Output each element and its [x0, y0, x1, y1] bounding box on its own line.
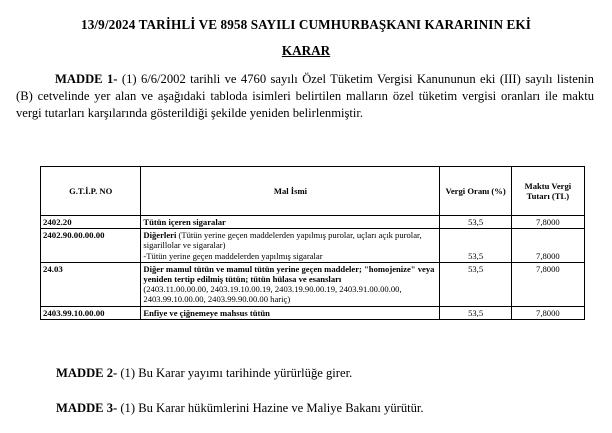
row-vergi-orani: 53,5 — [440, 262, 511, 306]
row-gtip: 2402.20 — [41, 216, 141, 229]
row-name-bold: Diğer mamul tütün ve mamul tütün yerine geçen maddeler; "homojenize" veya yeniden tertip edilmiş tütün; tütün hülasa ve esansları — [143, 263, 435, 285]
row-vergi-orani: 53,5 — [440, 216, 511, 229]
table-row — [41, 229, 585, 263]
row-mal-ismi — [141, 306, 440, 319]
header-gtip: G.T.İ.P. NO — [41, 167, 141, 216]
madde-2-text: (1) Bu Karar yayımı tarihinde yürürlüğe girer. — [117, 366, 353, 380]
tax-rate-table — [40, 166, 585, 320]
table-row — [41, 216, 585, 229]
row-maktu-vergi: 7,8000 — [511, 262, 584, 306]
header-mal-ismi: Mal İsmi — [141, 167, 440, 216]
madde-3-label: MADDE 3- — [56, 401, 118, 415]
row-maktu-vergi: 7,8000 — [511, 216, 584, 229]
madde-1-text: (1) 6/6/2002 tarihli ve 4760 sayılı Özel Tüketim Vergisi Kanununun eki (III) sayılı listenin (B) cetvelinde yer alan ve aşağıdaki tabloda isimleri belirtilen malların özel tüketim vergisi oranları ile maktu vergi tutarları karşılarında gösterildiği şekilde yeniden belirlenmiştir. — [16, 72, 594, 120]
table-row — [41, 306, 585, 319]
row-maktu-vergi: 7,8000 — [511, 306, 584, 319]
row-mal-ismi — [141, 229, 440, 263]
row-vergi-orani: 53,5 — [440, 306, 511, 319]
document-title: 13/9/2024 TARİHLİ VE 8958 SAYILI CUMHURBAŞKANI KARARININ EKİ — [81, 17, 531, 32]
row-maktu-vergi: 7,8000 — [511, 229, 584, 263]
row-name-extra: -Tütün yerine geçen maddelerden yapılmış sigaralar — [143, 250, 323, 261]
document-subtitle: KARAR — [281, 43, 331, 58]
row-gtip: 2403.99.10.00.00 — [41, 306, 141, 319]
row-name-bold: Diğerleri — [143, 230, 177, 241]
header-vergi-orani: Vergi Oranı (%) — [440, 167, 511, 216]
row-name-extra: (2403.11.00.00.00, 2403.19.10.00.19, 2403.19.90.00.19, 2403.91.00.00.00, 2403.99.10.00.00, 2403.99.90.00.00 hariç) — [143, 284, 402, 305]
row-vergi-orani: 53,5 — [440, 229, 511, 263]
madde-1-paragraph — [16, 71, 594, 122]
madde-3-paragraph — [56, 401, 424, 416]
row-mal-ismi — [141, 262, 440, 306]
header-maktu-vergi: Maktu Vergi Tutarı (TL) — [511, 167, 584, 216]
table-row — [41, 262, 585, 306]
madde-3-text: (1) Bu Karar hükümlerini Hazine ve Maliye Bakanı yürütür. — [117, 401, 424, 415]
row-name-rest: (Tütün yerine geçen maddelerden yapılmış purolar, uçları açık purolar, sigarillolar ve sigaralar) — [143, 230, 422, 251]
row-name-bold: Tütün içeren sigaralar — [143, 217, 226, 227]
row-gtip: 24.03 — [41, 262, 141, 306]
table-header-row — [41, 167, 585, 216]
madde-1-label: MADDE 1- — [55, 72, 118, 86]
row-mal-ismi — [141, 216, 440, 229]
row-gtip: 2402.90.00.00.00 — [41, 229, 141, 263]
madde-2-paragraph — [56, 366, 352, 381]
madde-2-label: MADDE 2- — [56, 366, 118, 380]
row-name-bold: Enfiye ve çiğnemeye mahsus tütün — [143, 307, 270, 318]
